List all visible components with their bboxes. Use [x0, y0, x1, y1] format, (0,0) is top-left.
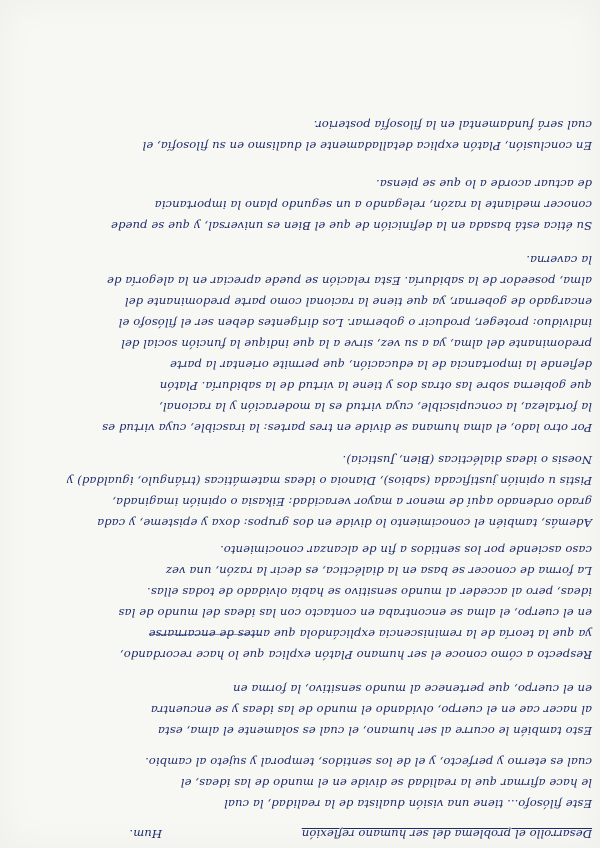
text-line: defiende la importancia de la educación, que permite orientar la parte — [169, 358, 592, 372]
text-line: que gobierna sobre las otras dos y tiene la virtud de la sabiduría. Platón — [159, 379, 592, 393]
text-line: al nacer cae en el cuerpo, olvidando el mundo de las ideas y se encuentra — [150, 703, 592, 717]
text-line: Pistis u opinión justificada (sabios), Dianoia o ideas matemáticas (triángulo, igualdad) y — [66, 474, 592, 488]
text-line: En conclusión, Platón explica detalladamente el dualismo en su filosofía, el — [142, 139, 592, 153]
text-line: Noesis o ideas dialécticas (Bien, Justicia). — [342, 453, 592, 467]
essay-heading — [12, 823, 592, 844]
paragraph-7 — [12, 114, 592, 156]
paragraph-4 — [12, 449, 592, 533]
text-line: grado ordenado aquí de menor a mayor veracidad: Eikasia o opinión imaginada, — [112, 495, 592, 509]
text-line: predominante del alma, ya a su vez, sirve a la que indique la función social del — [121, 337, 592, 351]
text-line: individuo: proteger, producir o gobernar. Los dirigentes deben ser el filósofo el — [118, 316, 592, 330]
text-line: Por otro lado, el alma humana se divide en tres partes: la irascible, cuya virtud es — [102, 421, 592, 435]
paragraph-2 — [12, 678, 592, 741]
text-line: ideas, pero al acceder al mundo sensitivo se había olvidado de todas ellas. — [147, 585, 592, 599]
text-line: La forma de conocer se basa en la dialéctica, es decir la razón, una vez — [165, 564, 592, 578]
text-line: alma, poseedor de la sabiduría. Esta relación se puede apreciar en la alegoría de — [106, 274, 592, 288]
text-line: Este filósofo... tiene una visión dualista de la realidad, la cual — [224, 797, 592, 811]
text-line: de actuar acorde a lo que se piensa. — [375, 177, 592, 191]
text-line: la fortaleza, la concupiscible, cuya virtud es la moderación y la racional, — [159, 400, 592, 414]
text-line: en el cuerpo, el alma se encontraba en contacto con las ideas del mundo de las — [118, 606, 592, 620]
text-line: ya que la teoría de la reminiscencia explicándola que antes de encarnarse — [148, 627, 592, 641]
text-line: caso asciende por los sentidos a fin de alcanzar conocimiento. — [220, 543, 592, 557]
text-line: conocer mediante la razón, relegando a un segundo plano la importancia — [154, 198, 592, 212]
text-line: cual es eterno y perfecto, y el de los sentidos, temporal y sujeto al cambio. — [145, 755, 592, 769]
text-line: la caverna. — [526, 253, 592, 267]
heading-text: Desarrollo el problema del ser humano reflexión — [301, 827, 592, 841]
text-line: Esto también le ocurre al ser humano, el cual es solamente el alma, esta — [157, 724, 592, 738]
paragraph-3 — [12, 539, 592, 665]
paragraph-6 — [12, 173, 592, 236]
text-line: le hace afirmar que la realidad se divide en el mundo de las ideas, el — [180, 776, 592, 790]
text-line: cual será fundamental en la filosofía posterior. — [313, 118, 592, 132]
text-line: encargado de gobernar, ya que tiene la racional como parte predominante del — [124, 295, 592, 309]
text-line: Además, también el conocimiento lo divide en dos grupos: doxa y episteme, y cada — [97, 516, 592, 530]
paragraph-5 — [12, 249, 592, 438]
text-line: Respecto a cómo conoce el ser humano Platón explica que lo hace recordando, — [119, 648, 592, 662]
text-line: en el cuerpo, que pertenece al mundo sensitivo, la forma en — [232, 682, 592, 696]
text-line: Su ética está basada en la definición de que el Bien es universal, y que se puede — [110, 219, 592, 233]
paragraph-1 — [12, 751, 592, 814]
heading-tail: Hum. — [129, 827, 162, 841]
